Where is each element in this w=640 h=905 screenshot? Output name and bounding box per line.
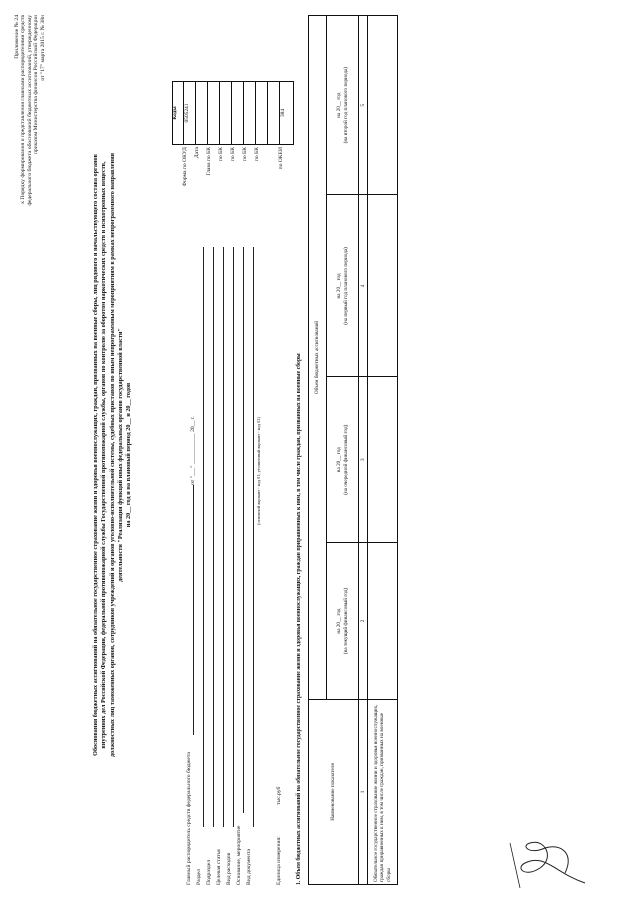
title-line: внутренних дел Российской Федерации, федеральной противопожарной службы Государственной противопожарной службы, органов по контролю за оборотом наркотических средств и психотропных веществ,	[100, 161, 108, 749]
field-label: Целевая статья	[216, 849, 222, 885]
codes-header: Коды	[172, 106, 178, 120]
col-number: 1	[359, 700, 368, 885]
appendix-line: приказом Министерства финансов Российской Федерации	[33, 15, 40, 155]
code-bk	[231, 82, 232, 144]
appendix-line: от "17" марта 2015 г. № 38н	[39, 15, 46, 81]
col-number: 4	[359, 195, 368, 377]
year-col-header: на 20__ год (на второй год планового периода)	[327, 16, 359, 195]
field-label: Раздел	[196, 869, 202, 885]
unit-label: Единица измерения:	[276, 836, 282, 885]
code-empty	[267, 82, 268, 144]
doc-hint: (основной вариант - код 01, уточненный вариант - код 02)	[256, 417, 261, 525]
document-title	[92, 25, 134, 885]
codes-label: по БК	[218, 147, 224, 162]
table-cell[interactable]	[368, 377, 398, 542]
table-cell[interactable]	[368, 16, 398, 195]
codes-label: по ОКЕИ	[278, 147, 284, 170]
code-bk	[219, 82, 220, 144]
field-label: Вид расходов	[226, 852, 232, 885]
codes-label: Дата	[194, 147, 200, 159]
field-label: Основание, мероприятие	[236, 825, 242, 885]
col-header-name: Наименование показателя	[309, 700, 359, 885]
codes-box	[172, 81, 294, 145]
codes-label: Глава по БК	[206, 147, 212, 176]
handwritten-signature	[505, 823, 595, 893]
codes-label: по БК	[230, 147, 236, 162]
col-number: 5	[359, 16, 368, 195]
title-line: на 20__ год и на плановый период 20__ и 20__ годов	[125, 382, 133, 528]
date-line: от "___" ___________ 20__ г.	[190, 416, 196, 485]
table-row-label: Обязательное государственное страхование жизни и здоровья военнослужащих, граждан приравненных к ним, в том числе граждан, призванных на военные сборы	[368, 700, 398, 885]
col-number: 3	[359, 377, 368, 542]
appendix-number: Приложение № 24	[14, 15, 20, 59]
codes-label: Форма по ОКУД	[182, 147, 188, 187]
allocations-table	[308, 15, 398, 885]
title-line: деятельности "Реализация функций иных федеральных органов государственной власти"	[117, 328, 125, 582]
year-col-header: на 20__ год (на очередной финансовый год)	[327, 377, 359, 542]
year-col-header: на 20__ год (на текущий финансовый год)	[327, 542, 359, 699]
section-title: 1. Объем бюджетных ассигнований на обязательное государственное страхование жизни и здоровья военнослужащих, граждан приравненных к ним, в том числе граждан, призванных на военные сборы	[296, 353, 302, 885]
code-glava	[207, 82, 208, 144]
table-cell[interactable]	[368, 195, 398, 377]
title-line: должностных лиц таможенных органов, сотрудников учреждений и органов уголовно-исполнительной системы, судебных приставов по иным непрограммным мероприятиям в рамках непрограммного направления	[108, 152, 116, 758]
code-date	[195, 82, 196, 144]
table-cell[interactable]	[368, 542, 398, 699]
appendix-line: федерального бюджета обоснований бюджетных ассигнований, утвержденному	[26, 15, 33, 206]
appendix-block	[14, 15, 46, 305]
code-bk	[255, 82, 256, 144]
year-col-header: на 20__ год (на первый год планового периода)	[327, 195, 359, 377]
codes-label: по БК	[254, 147, 260, 162]
title-line: Обоснования бюджетных ассигнований на обязательное государственное страхование жизни и здоровья военнослужащих, граждан, призванных на военные сборы, лиц рядового и начальствующего состава органов	[92, 154, 99, 756]
group-header: Объем бюджетных ассигнований	[309, 16, 327, 700]
field-label: Подраздел	[206, 859, 212, 885]
code-okud: 0505241	[183, 82, 190, 144]
codes-label: по БК	[242, 147, 248, 162]
appendix-line: к Порядку формирования и представления главными распорядителями средств	[20, 15, 27, 204]
field-label: Главный распорядитель средств федерального бюджета	[186, 752, 192, 885]
code-bk	[243, 82, 244, 144]
code-okei: 384	[279, 82, 286, 144]
field-label: Вид документа	[246, 849, 252, 885]
unit-value: тыс.руб	[276, 786, 282, 805]
col-number: 2	[359, 542, 368, 699]
